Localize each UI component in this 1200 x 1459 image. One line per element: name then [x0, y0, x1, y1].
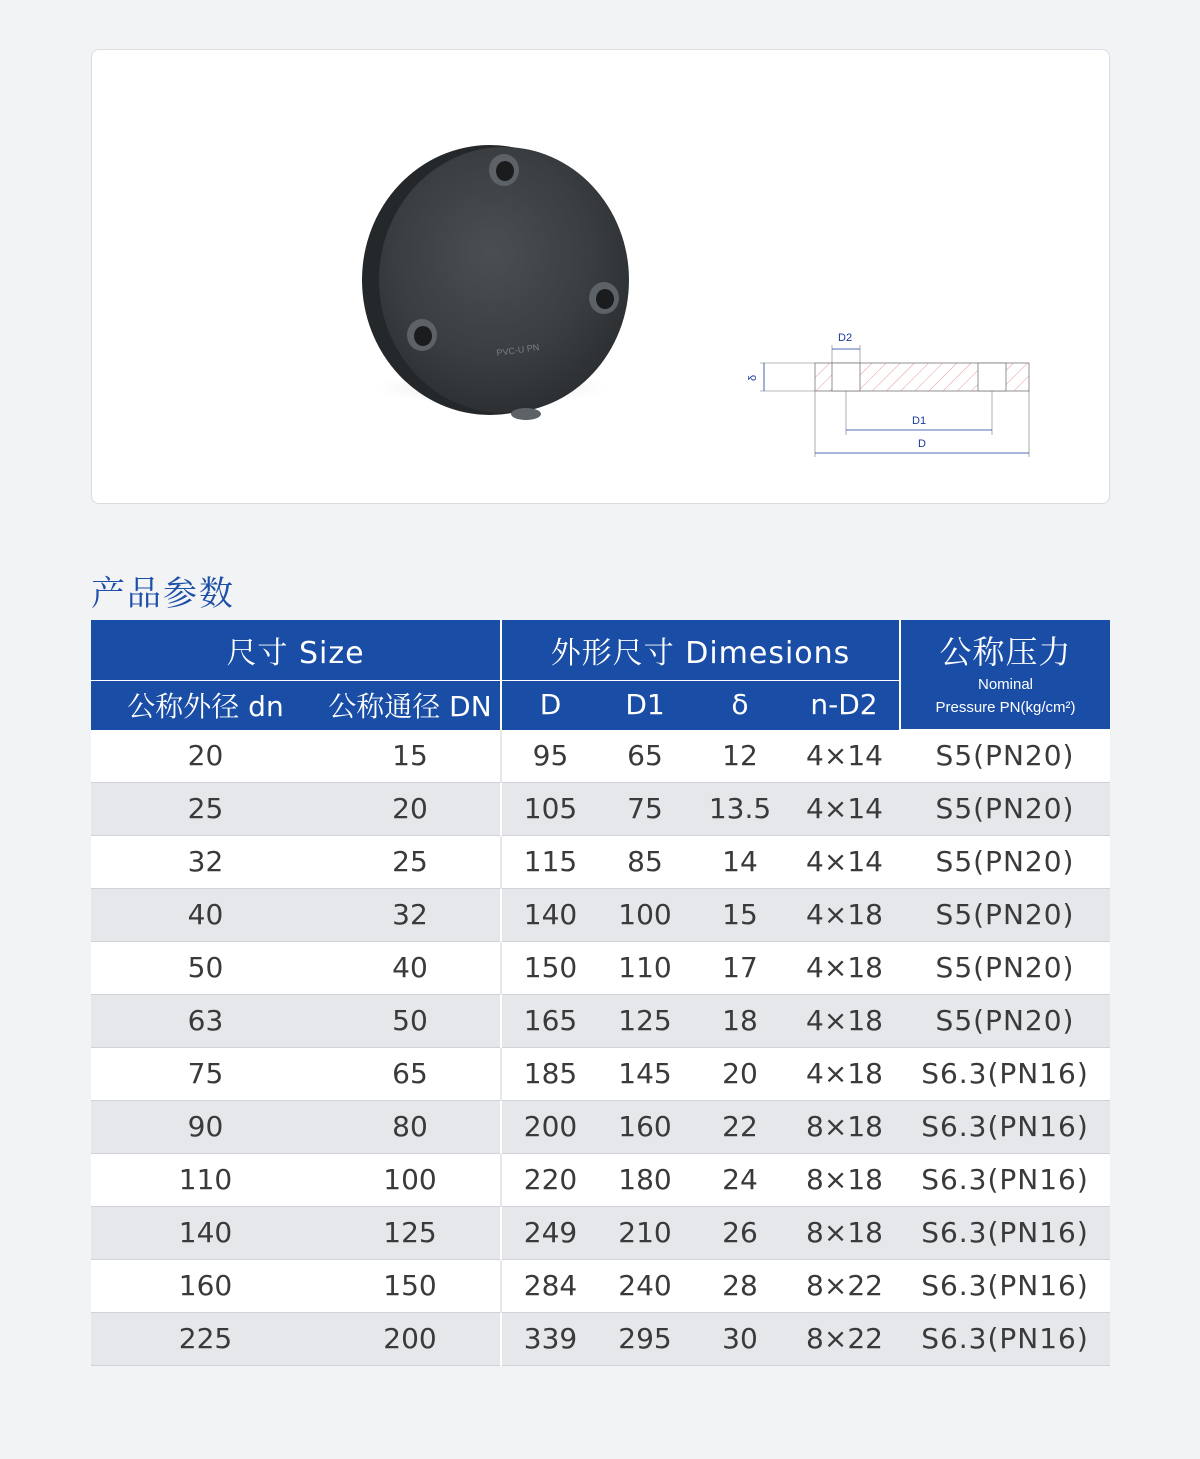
cell-delta: 20	[691, 1047, 789, 1100]
cell-D1: 145	[599, 1047, 691, 1100]
table-row	[91, 729, 1110, 782]
cell-D: 284	[501, 1259, 599, 1312]
cell-DN: 25	[320, 835, 501, 888]
header-size: 尺寸 Size	[91, 620, 501, 680]
cell-delta: 13.5	[691, 782, 789, 835]
cell-D1: 125	[599, 994, 691, 1047]
cell-D1: 100	[599, 888, 691, 941]
cell-nD2: 4×18	[789, 888, 900, 941]
subheader-dn: 公称外径 dn	[91, 680, 320, 729]
cell-DN: 20	[320, 782, 501, 835]
table-row	[91, 1153, 1110, 1206]
cell-D: 115	[501, 835, 599, 888]
cell-delta: 30	[691, 1312, 789, 1365]
table-row	[91, 1259, 1110, 1312]
drawing-label-d1: D1	[912, 415, 927, 427]
drawing-label-d2: D2	[838, 332, 853, 344]
cell-dn: 20	[91, 729, 320, 782]
cell-D1: 110	[599, 941, 691, 994]
cross-section-drawing	[740, 325, 1060, 465]
table-row	[91, 1100, 1110, 1153]
product-params-table	[91, 620, 1110, 1366]
cell-nD2: 8×18	[789, 1206, 900, 1259]
cell-D1: 180	[599, 1153, 691, 1206]
cell-D1: 295	[599, 1312, 691, 1365]
cell-nD2: 4×18	[789, 1047, 900, 1100]
table-row	[91, 1047, 1110, 1100]
cell-D1: 160	[599, 1100, 691, 1153]
subheader-DN: 公称通径 DN	[320, 680, 501, 729]
header-pressure-en-2: Pressure PN(kg/cm²)	[935, 699, 1076, 716]
cell-D: 165	[501, 994, 599, 1047]
table-row	[91, 888, 1110, 941]
blind-flange-photo	[332, 130, 662, 420]
cell-DN: 32	[320, 888, 501, 941]
cell-D1: 240	[599, 1259, 691, 1312]
cell-dn: 63	[91, 994, 320, 1047]
header-pressure-cn: 公称压力	[939, 633, 1072, 671]
subheader-D1: D1	[599, 680, 691, 729]
subheader-D: D	[501, 680, 599, 729]
cell-pn: S5(PN20)	[900, 835, 1110, 888]
cell-delta: 14	[691, 835, 789, 888]
svg-text:PVC-U PN: PVC-U PN	[495, 342, 540, 358]
cell-dn: 225	[91, 1312, 320, 1365]
cell-delta: 18	[691, 994, 789, 1047]
cell-pn: S6.3(PN16)	[900, 1206, 1110, 1259]
cell-dn: 75	[91, 1047, 320, 1100]
cell-D1: 210	[599, 1206, 691, 1259]
cell-D: 95	[501, 729, 599, 782]
cell-D: 220	[501, 1153, 599, 1206]
cell-delta: 28	[691, 1259, 789, 1312]
cell-pn: S5(PN20)	[900, 941, 1110, 994]
cell-DN: 200	[320, 1312, 501, 1365]
table-row	[91, 835, 1110, 888]
drawing-label-d: D	[918, 438, 926, 450]
cell-dn: 25	[91, 782, 320, 835]
table-row	[91, 782, 1110, 835]
product-image-card	[91, 49, 1110, 504]
cell-dn: 140	[91, 1206, 320, 1259]
cell-nD2: 4×14	[789, 729, 900, 782]
table-row	[91, 1312, 1110, 1365]
cell-dn: 90	[91, 1100, 320, 1153]
cell-dn: 110	[91, 1153, 320, 1206]
subheader-nD2: n-D2	[789, 680, 900, 729]
cell-D: 185	[501, 1047, 599, 1100]
cell-DN: 65	[320, 1047, 501, 1100]
header-nominal-pressure	[900, 620, 1110, 729]
cell-pn: S5(PN20)	[900, 782, 1110, 835]
cell-pn: S6.3(PN16)	[900, 1312, 1110, 1365]
header-pressure-en-1: Nominal	[977, 676, 1034, 693]
cell-pn: S5(PN20)	[900, 888, 1110, 941]
cell-DN: 80	[320, 1100, 501, 1153]
cell-D1: 65	[599, 729, 691, 782]
cell-pn: S6.3(PN16)	[900, 1100, 1110, 1153]
cell-delta: 26	[691, 1206, 789, 1259]
cell-pn: S6.3(PN16)	[900, 1153, 1110, 1206]
cell-dn: 160	[91, 1259, 320, 1312]
cell-pn: S6.3(PN16)	[900, 1047, 1110, 1100]
header-dimensions: 外形尺寸 Dimesions	[501, 620, 900, 680]
cell-D: 200	[501, 1100, 599, 1153]
cell-nD2: 8×18	[789, 1100, 900, 1153]
cell-D1: 75	[599, 782, 691, 835]
cell-pn: S5(PN20)	[900, 729, 1110, 782]
subheader-delta: δ	[691, 680, 789, 729]
cell-DN: 15	[320, 729, 501, 782]
cell-D: 249	[501, 1206, 599, 1259]
cell-DN: 100	[320, 1153, 501, 1206]
table-body	[91, 729, 1110, 1365]
table-row	[91, 1206, 1110, 1259]
cell-pn: S5(PN20)	[900, 994, 1110, 1047]
table-row	[91, 941, 1110, 994]
cell-DN: 150	[320, 1259, 501, 1312]
cell-nD2: 4×14	[789, 782, 900, 835]
cell-pn: S6.3(PN16)	[900, 1259, 1110, 1312]
cell-dn: 40	[91, 888, 320, 941]
cell-delta: 12	[691, 729, 789, 782]
cell-delta: 17	[691, 941, 789, 994]
cell-delta: 24	[691, 1153, 789, 1206]
cell-D: 339	[501, 1312, 599, 1365]
cell-D: 140	[501, 888, 599, 941]
cell-DN: 40	[320, 941, 501, 994]
cell-dn: 32	[91, 835, 320, 888]
cell-nD2: 4×14	[789, 835, 900, 888]
cell-dn: 50	[91, 941, 320, 994]
cell-DN: 50	[320, 994, 501, 1047]
cell-D: 150	[501, 941, 599, 994]
cell-delta: 15	[691, 888, 789, 941]
section-title: 产品参数	[91, 574, 235, 614]
cell-delta: 22	[691, 1100, 789, 1153]
cell-nD2: 8×18	[789, 1153, 900, 1206]
cell-D: 105	[501, 782, 599, 835]
cell-nD2: 4×18	[789, 941, 900, 994]
cell-nD2: 8×22	[789, 1312, 900, 1365]
cell-nD2: 4×18	[789, 994, 900, 1047]
cell-DN: 125	[320, 1206, 501, 1259]
drawing-label-delta: δ	[747, 374, 759, 381]
cell-nD2: 8×22	[789, 1259, 900, 1312]
cell-D1: 85	[599, 835, 691, 888]
table-row	[91, 994, 1110, 1047]
